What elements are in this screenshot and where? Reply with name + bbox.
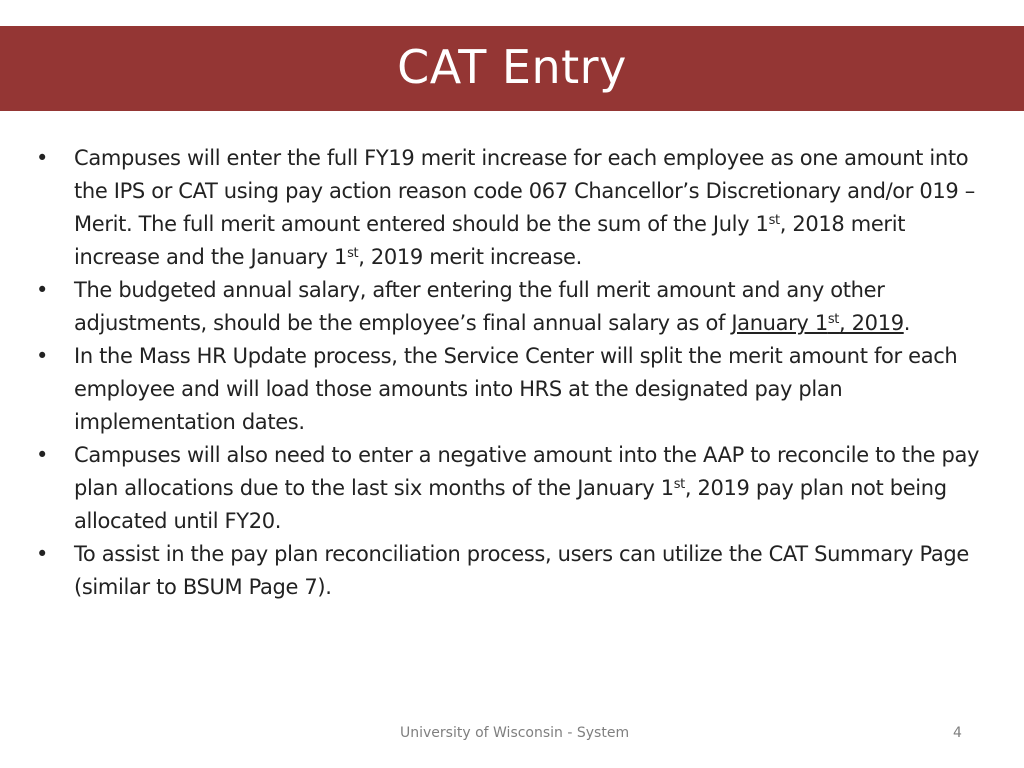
bullet-item-5 (0, 538, 1024, 604)
superscript: st (347, 246, 359, 261)
underlined-date (731, 311, 903, 335)
bullet-list (0, 142, 1024, 604)
bullet-item-1 (0, 142, 1024, 274)
page-number: 4 (953, 725, 962, 741)
bullet-text: In the Mass HR Update process, the Service Center will split the merit amount for each employee and will load those amounts into HRS at the designated pay plan implementation dates. (74, 344, 958, 434)
bullet-text: . (903, 311, 911, 335)
underlined-text: January 1 (731, 311, 828, 335)
bullet-text: , 2019 pay plan not being allocated until FY20. (74, 476, 947, 533)
bullet-item-3 (0, 340, 1024, 439)
superscript: st (768, 213, 780, 228)
bullet-text: , 2018 merit increase and the January 1 (74, 212, 906, 269)
bullet-text: To assist in the pay plan reconciliation process, users can utilize the CAT Summary Page (similar to BSUM Page 7). (74, 542, 969, 599)
underlined-text: , 2019 (839, 311, 904, 335)
bullet-text: Campuses will enter the full FY19 merit increase for each employee as one amount into the IPS or CAT using pay action reason code 067 Chancellor’s Discretionary and/or 019 – Merit. The full merit amount entered should be the sum of the July 1 (74, 146, 975, 236)
bullet-item-4 (0, 439, 1024, 538)
title-bar (0, 26, 1024, 111)
slide-title: CAT Entry (397, 39, 627, 94)
footer-organization: University of Wisconsin - System (400, 725, 630, 741)
bullet-text: , 2019 merit increase. (358, 245, 582, 269)
bullet-item-2 (0, 274, 1024, 340)
superscript: st (827, 312, 840, 327)
superscript: st (673, 477, 685, 492)
bullet-text: Campuses will also need to enter a negative amount into the AAP to reconcile to the pay plan allocations due to the last six months of the January 1 (74, 443, 980, 500)
bullet-text: The budgeted annual salary, after entering the full merit amount and any other adjustments, should be the employee’s final annual salary as of (74, 278, 885, 335)
